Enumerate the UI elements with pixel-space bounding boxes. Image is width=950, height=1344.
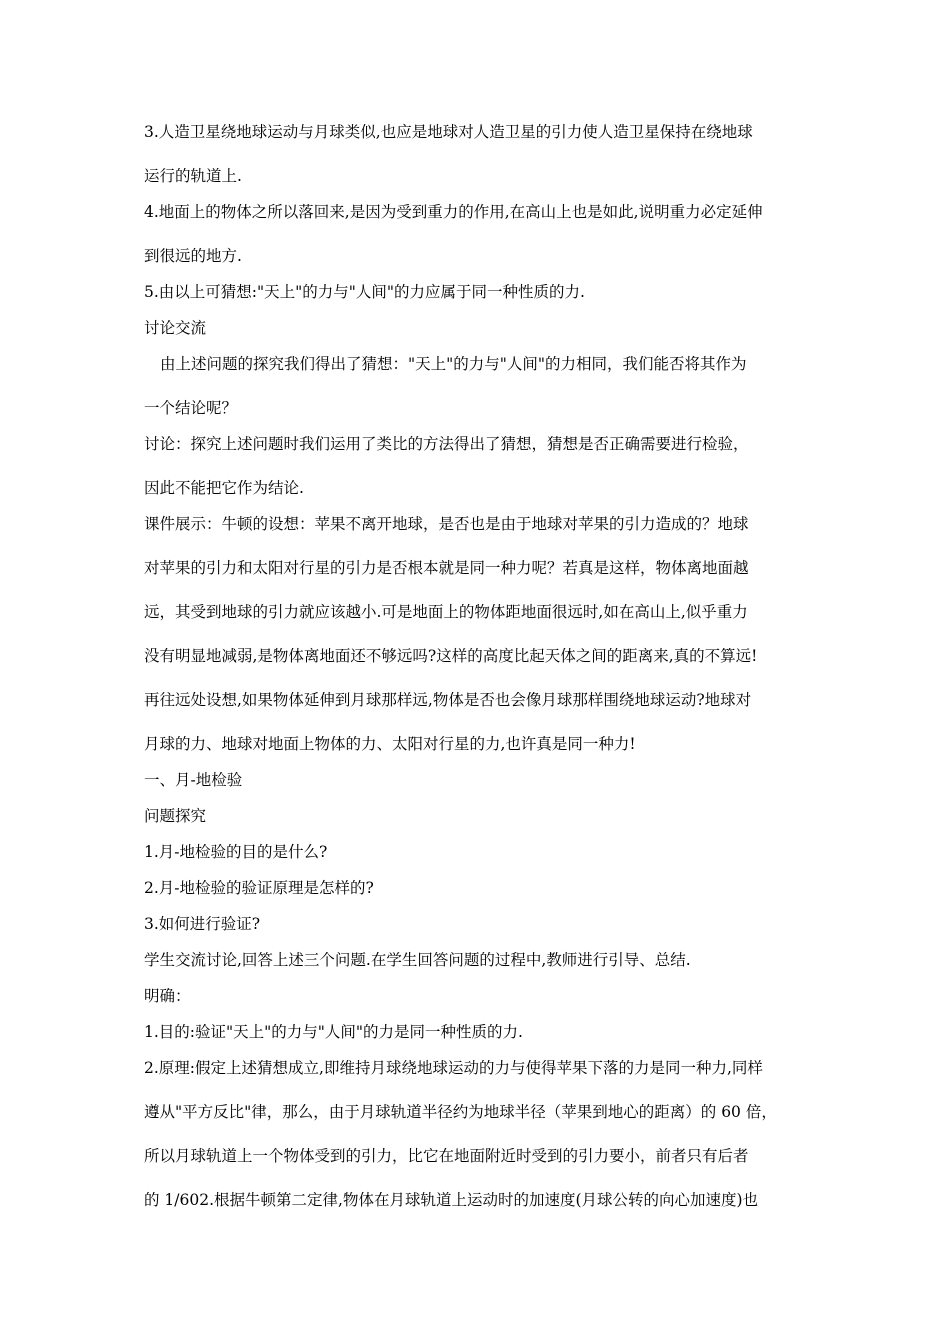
paragraph-line: 因此不能把它作为结论. [144, 479, 304, 497]
paragraph-line: 没有明显地减弱,是物体离地面还不够远吗?这样的高度比起天体之间的距离来,真的不算远! [144, 647, 758, 665]
paragraph-line: 月球的力、地球对地面上物体的力、太阳对行星的力,也许真是同一种力! [144, 735, 636, 753]
list-item: 1.月-地检验的目的是什么? [144, 843, 328, 861]
paragraph-line: 学生交流讨论,回答上述三个问题.在学生回答问题的过程中,教师进行引导、总结. [144, 951, 691, 969]
paragraph-line: 再往远处设想,如果物体延伸到月球那样远,物体是否也会像月球那样围绕地球运动?地球对 [144, 691, 752, 709]
list-item: 2.月-地检验的验证原理是怎样的? [144, 879, 374, 897]
paragraph-line: 运行的轨道上. [144, 167, 242, 185]
paragraph-line: 3.人造卫星绕地球运动与月球类似,也应是地球对人造卫星的引力使人造卫星保持在绕地球 [144, 123, 753, 141]
paragraph-line: 5.由以上可猜想:"天上"的力与"人间"的力应属于同一种性质的力. [144, 283, 585, 301]
paragraph-line: 远，其受到地球的引力就应该越小.可是地面上的物体距地面很远时,如在高山上,似乎重力 [144, 603, 748, 621]
document-body [144, 120, 814, 1224]
paragraph-line: 的 1/602.根据牛顿第二定律,物体在月球轨道上运动时的加速度(月球公转的向心加速度)也 [144, 1191, 759, 1209]
section-heading: 明确： [144, 987, 191, 1005]
paragraph-line: 所以月球轨道上一个物体受到的引力，比它在地面附近时受到的引力要小，前者只有后者 [144, 1147, 749, 1165]
paragraph-line: 4.地面上的物体之所以落回来,是因为受到重力的作用,在高山上也是如此,说明重力必定延伸 [144, 203, 763, 221]
list-item: 3.如何进行验证? [144, 915, 261, 933]
paragraph-line: 对苹果的引力和太阳对行星的引力是否根本就是同一种力呢？若真是这样，物体离地面越 [144, 559, 749, 577]
list-item: 2.原理:假定上述猜想成立,即维持月球绕地球运动的力与使得苹果下落的力是同一种力,同样 [144, 1059, 763, 1077]
paragraph-line: 到很远的地方. [144, 247, 242, 265]
section-heading: 问题探究 [144, 807, 207, 825]
list-item: 1.目的:验证"天上"的力与"人间"的力是同一种性质的力. [144, 1023, 523, 1041]
section-heading: 一、月-地检验 [144, 771, 243, 789]
paragraph-line: 遵从"平方反比"律，那么，由于月球轨道半径约为地球半径（苹果到地心的距离）的 60 倍， [144, 1103, 777, 1121]
section-heading: 讨论交流 [144, 319, 207, 337]
paragraph-line: 讨论：探究上述问题时我们运用了类比的方法得出了猜想，猜想是否正确需要进行检验， [144, 435, 749, 453]
paragraph-line: 一个结论呢？ [144, 399, 238, 417]
paragraph-line: 由上述问题的探究我们得出了猜想："天上"的力与"人间"的力相同，我们能否将其作为 [160, 355, 747, 373]
paragraph-line: 课件展示：牛顿的设想：苹果不离开地球，是否也是由于地球对苹果的引力造成的？地球 [144, 515, 749, 533]
